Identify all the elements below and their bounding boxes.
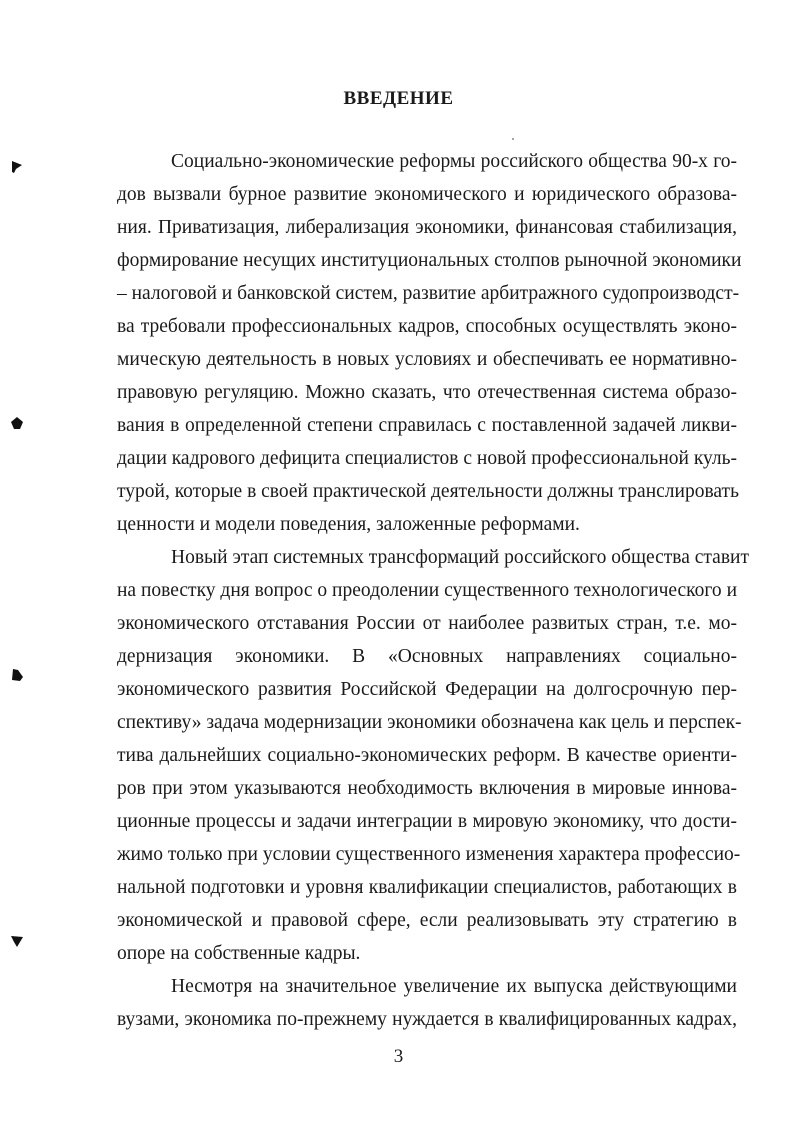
- text-line: нальной подготовки и уровня квалификации специалистов, работающих в: [117, 877, 737, 898]
- text-line: дации кадрового дефицита специалистов с новой профессиональной куль-: [117, 448, 738, 469]
- text-line: экономического развития Российской Федерации на долгосрочную пер-: [117, 679, 737, 700]
- binding-hole-icon: [10, 416, 24, 430]
- text-line: – налоговой и банковской систем, развитие арбитражного судопроизводст-: [117, 283, 740, 304]
- text-line: Социально-экономические реформы российского общества 90-х го-: [171, 151, 737, 172]
- page-title: ВВЕДЕНИЕ: [343, 88, 454, 109]
- text-line: ценности и модели поведения, заложенные реформами.: [117, 514, 580, 535]
- text-line: ционные процессы и задачи интеграции в мировую экономику, что дости-: [117, 811, 737, 832]
- text-line: формирование несущих институциональных столпов рыночной экономики: [117, 250, 742, 271]
- text-line: на повестку дня вопрос о преодолении существенного технологического и: [117, 580, 737, 601]
- text-line: ния. Приватизация, либерализация экономики, финансовая стабилизация,: [117, 217, 737, 238]
- text-line: жимо только при условии существенного изменения характера профессио-: [117, 844, 741, 865]
- text-line: опоре на собственные кадры.: [117, 943, 361, 964]
- text-line: ров при этом указываются необходимость включения в мировые иннова-: [117, 778, 737, 799]
- text-line: спективу» задача модернизации экономики обозначена как цель и перспек-: [117, 712, 742, 733]
- binding-hole-icon: [10, 934, 24, 948]
- page-number: 3: [393, 1046, 404, 1067]
- text-line: правовую регуляцию. Можно сказать, что отечественная система образо-: [117, 382, 737, 403]
- binding-hole-icon: [10, 668, 24, 682]
- text-line: вания в определенной степени справилась с поставленной задачей ликви-: [117, 415, 737, 436]
- text-line: ва требовали профессиональных кадров, способных осуществлять эконо-: [117, 316, 737, 337]
- text-line: турой, которые в своей практической деятельности должны транслировать: [117, 481, 739, 502]
- text-line: экономического отставания России от наиболее развитых стран, т.е. мо-: [117, 613, 737, 634]
- text-line: дов вызвали бурное развитие экономического и юридического образова-: [117, 184, 737, 205]
- text-line: экономической и правовой сфере, если реализовывать эту стратегию в: [117, 910, 737, 931]
- text-line: вузами, экономика по-прежнему нуждается в квалифицированных кадрах,: [117, 1009, 737, 1030]
- binding-hole-icon: [10, 160, 24, 174]
- scan-speck: [512, 138, 514, 140]
- text-line: мическую деятельность в новых условиях и обеспечивать ее нормативно-: [117, 349, 737, 370]
- text-line: дернизация экономики. В «Основных направлениях социально-: [117, 646, 737, 667]
- text-line: тива дальнейших социально-экономических реформ. В качестве ориенти-: [117, 745, 737, 766]
- text-line: Новый этап системных трансформаций российского общества ставит: [171, 547, 750, 568]
- text-line: Несмотря на значительное увеличение их выпуска действующими: [171, 976, 737, 997]
